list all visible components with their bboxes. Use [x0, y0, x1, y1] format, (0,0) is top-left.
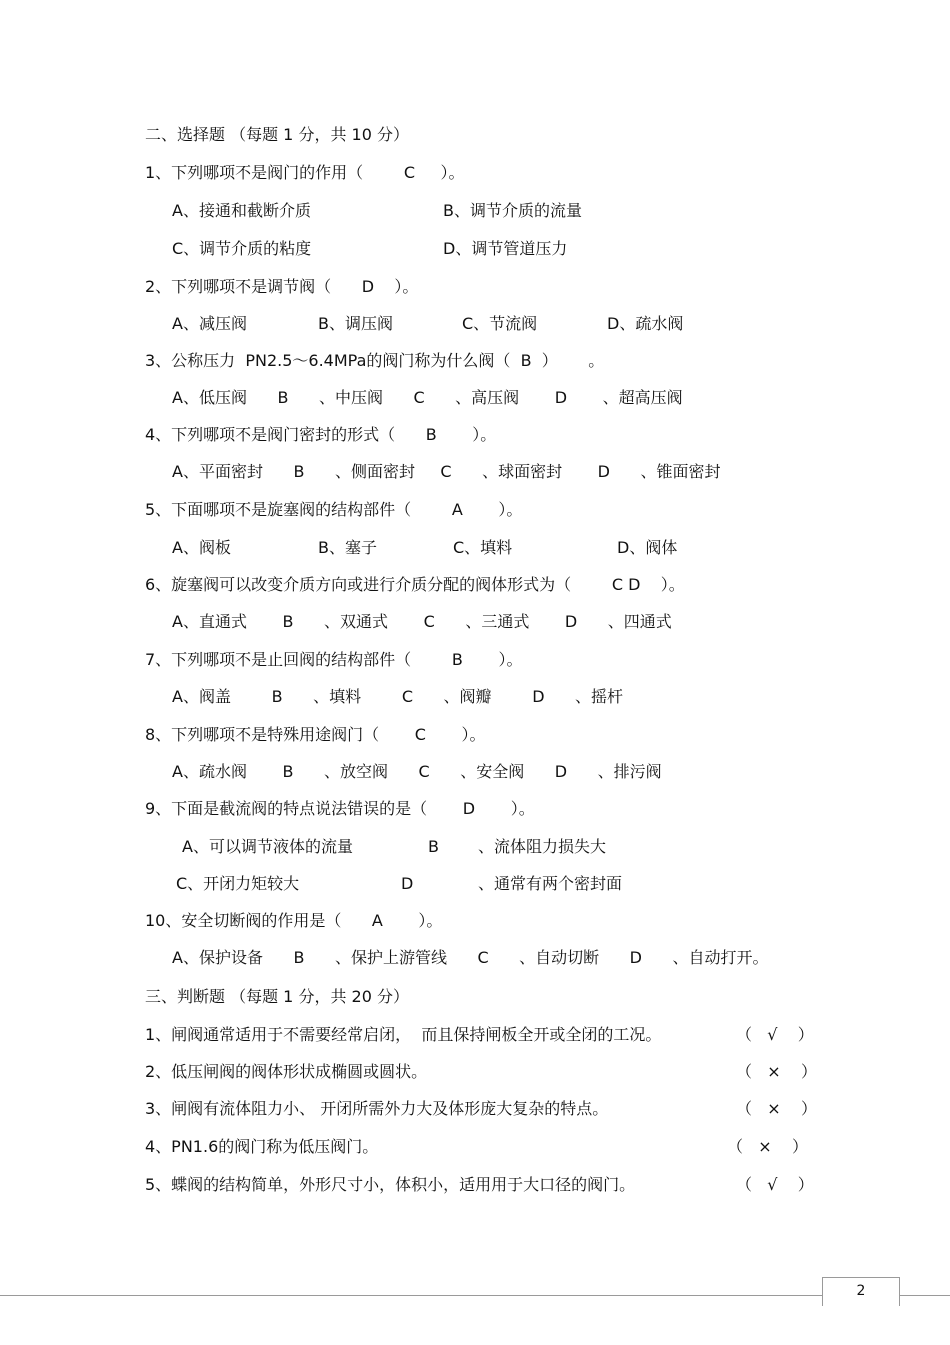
page-number: 2: [856, 1283, 866, 1299]
q1-option-c: C、调节介质的粘度: [172, 239, 312, 258]
q9-option-c: C、开闭力矩较大: [176, 874, 300, 893]
q9-option-a: A、可以调节液体的流量: [182, 837, 353, 856]
q9-option-d-text: 、通常有两个密封面: [478, 874, 623, 893]
q2-option-c: C、节流阀: [462, 314, 538, 333]
q5-option-b: B、塞子: [318, 538, 377, 557]
section2-heading: 二、选择题 （每题 1 分，共 10 分）: [145, 125, 409, 144]
judgement-item-1: 1、闸阀通常适用于不需要经常启闭， 而且保持闸板全开或全闭的工况。: [145, 1025, 662, 1044]
q4-options: A、平面密封 B 、侧面密封 C 、球面密封 D 、锥面密封: [172, 462, 721, 481]
q5-stem: 5、下面哪项不是旋塞阀的结构部件（ A ）。: [145, 500, 523, 519]
judgement-mark-3: （ × ）: [736, 1099, 818, 1118]
judgement-mark-2: （ × ）: [736, 1062, 818, 1081]
q9-option-d-letter: D: [401, 874, 414, 893]
q9-option-b-letter: B: [428, 837, 439, 856]
footer-rule: [0, 1295, 950, 1296]
q2-option-b: B、调压阀: [318, 314, 393, 333]
q10-options: A、保护设备 B 、保护上游管线 C 、自动切断 D 、自动打开。: [172, 948, 769, 967]
q7-stem: 7、下列哪项不是止回阀的结构部件（ B ）。: [145, 650, 523, 669]
judgement-item-3: 3、闸阀有流体阻力小、 开闭所需外力大及体形庞大复杂的特点。: [145, 1099, 609, 1118]
q5-option-c: C、填料: [453, 538, 513, 557]
q7-options: A、阀盖 B 、填料 C 、阀瓣 D 、摇杆: [172, 687, 624, 706]
q1-option-b: B、调节介质的流量: [443, 201, 582, 220]
q9-option-b-text: 、流体阻力损失大: [478, 837, 607, 856]
q1-stem: 1、下列哪项不是阀门的作用（ C ）。: [145, 163, 465, 182]
q2-option-a: A、减压阀: [172, 314, 247, 333]
q9-stem: 9、下面是截流阀的特点说法错误的是（ D ）。: [145, 799, 535, 818]
q2-option-d: D、疏水阀: [607, 314, 684, 333]
q4-stem: 4、下列哪项不是阀门密封的形式（ B ）。: [145, 425, 497, 444]
q5-option-a: A、阀板: [172, 538, 231, 557]
judgement-item-2: 2、低压闸阀的阀体形状成椭圆或圆状。: [145, 1062, 428, 1081]
q8-options: A、疏水阀 B 、放空阀 C 、安全阀 D 、排污阀: [172, 762, 662, 781]
q1-option-d: D、调节管道压力: [443, 239, 568, 258]
judgement-mark-5: （ √ ）: [736, 1175, 814, 1194]
q6-options: A、直通式 B 、双通式 C 、三通式 D 、四通式: [172, 612, 672, 631]
q3-stem: 3、公称压力 PN2.5～6.4MPa的阀门称为什么阀（ B ） 。: [145, 351, 605, 370]
q1-option-a: A、接通和截断介质: [172, 201, 311, 220]
q8-stem: 8、下列哪项不是特殊用途阀门（ C ）。: [145, 725, 486, 744]
judgement-item-4: 4、PN1.6的阀门称为低压阀门。: [145, 1137, 379, 1156]
q10-stem: 10、安全切断阀的作用是（ A ）。: [145, 911, 443, 930]
section3-heading: 三、判断题 （每题 1 分，共 20 分）: [145, 987, 409, 1006]
judgement-mark-4: （ × ）: [727, 1137, 809, 1156]
q5-option-d: D、阀体: [617, 538, 678, 557]
q2-stem: 2、下列哪项不是调节阀（ D ）。: [145, 277, 419, 296]
q6-stem: 6、旋塞阀可以改变介质方向或进行介质分配的阀体形式为（ C D ）。: [145, 575, 685, 594]
q3-options: A、低压阀 B 、中压阀 C 、高压阀 D 、超高压阀: [172, 388, 683, 407]
judgement-mark-1: （ √ ）: [736, 1025, 814, 1044]
page-number-box: [822, 1277, 900, 1306]
judgement-item-5: 5、蝶阀的结构简单，外形尺寸小，体积小，适用用于大口径的阀门。: [145, 1175, 636, 1194]
